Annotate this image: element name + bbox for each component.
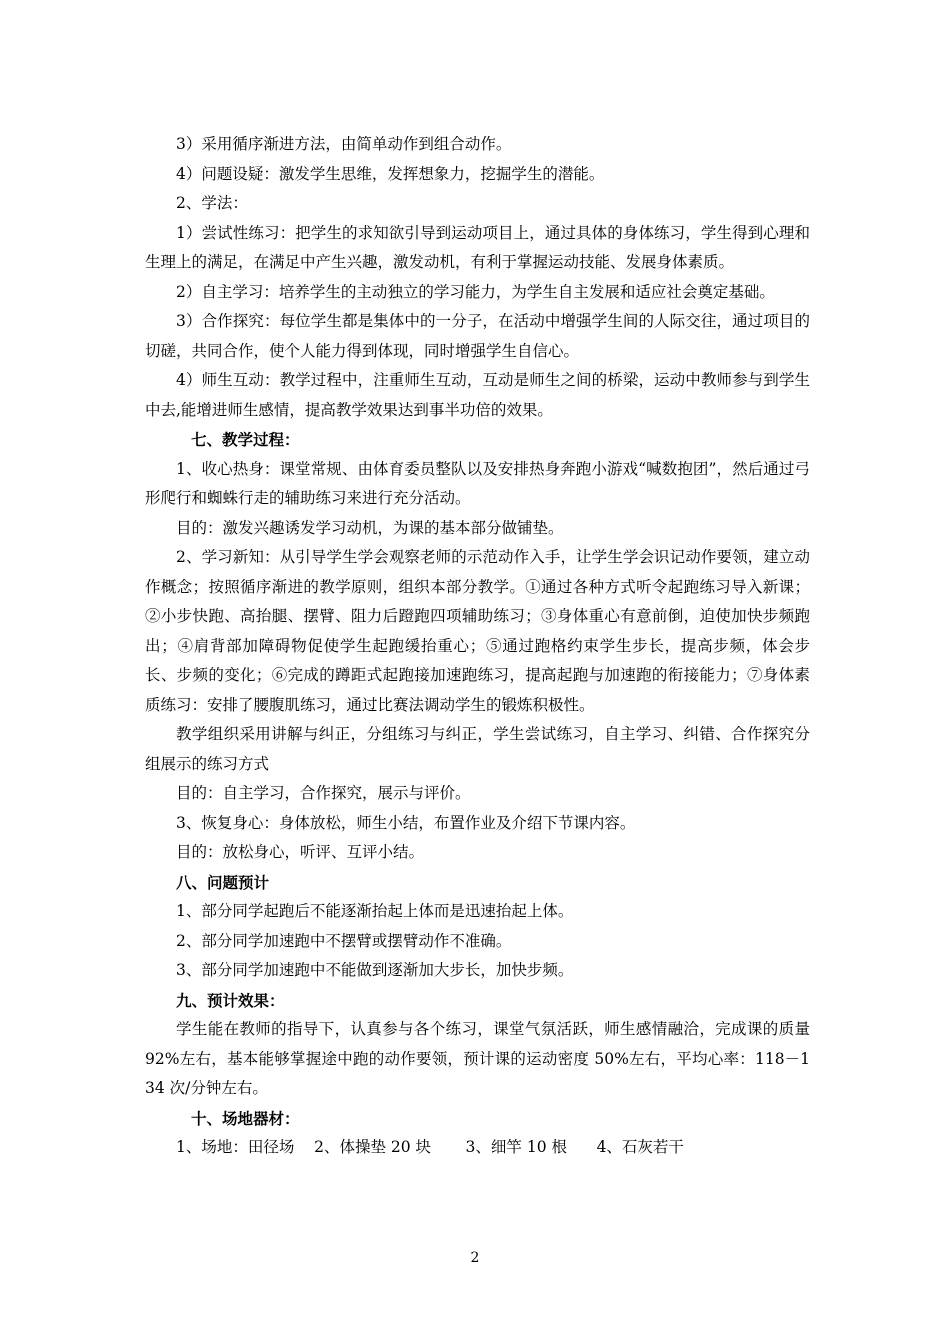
paragraph-warmup: 1、收心热身：课堂常规、由体育委员整队以及安排热身奔跑小游戏“喊数抱团”，然后通过弓形爬行和蜘蛛行走的辅助练习来进行充分活动。 bbox=[145, 459, 810, 507]
paragraph-recovery-purpose: 目的：放松身心，听评、互评小结。 bbox=[176, 843, 425, 861]
paragraph-study-3: 3）合作探究：每位学生都是集体中的一分子，在活动中增强学生间的人际交往，通过项目的切磋，共同合作，使个人能力得到体现，同时增强学生自信心。 bbox=[145, 312, 810, 360]
section-heading-venue-equipment: 十、场地器材： bbox=[191, 1108, 300, 1128]
section-heading-expected-effect: 九、预计效果： bbox=[176, 990, 285, 1010]
equipment-list bbox=[145, 1133, 810, 1163]
paragraph-new-knowledge: 2、学习新知：从引导学生学会观察老师的示范动作入手，让学生学会识记动作要领，建立动作概念；按照循序渐进的教学原则，组织本部分教学。①通过各种方式听令起跑练习导入新课；②小步快跑、高抬腿、摆臂、阻力后蹬跑四项辅助练习；③身体重心有意前倒，迫使加快步频跑出；④肩背部加障碍物促使学生起跑缓抬重心；⑤通过跑格约束学生步长，提高步频，体会步长、步频的变化；⑥完成的蹲距式起跑接加速跑练习，提高起跑与加速跑的衔接能力；⑦身体素质练习：安排了腰腹肌练习，通过比赛法调动学生的锻炼积极性。 bbox=[145, 548, 810, 714]
paragraph-study-1: 1）尝试性练习：把学生的求知欲引导到运动项目上，通过具体的身体练习，学生得到心理和生理上的满足，在满足中产生兴趣，激发动机，有利于掌握运动技能、发展身体素质。 bbox=[145, 223, 810, 271]
paragraph-organization: 教学组织采用讲解与纠正，分组练习与纠正，学生尝试练习，自主学习、纠错、合作探究分组展示的练习方式 bbox=[145, 725, 810, 773]
equipment-item-mats: 2、体操垫 20 块 bbox=[314, 1138, 432, 1156]
paragraph-expected-effect: 学生能在教师的指导下，认真参与各个练习，课堂气氛活跃，师生感情融洽，完成课的质量 92%左右，基本能够掌握途中跑的动作要领，预计课的运动密度 50%左右，平均心率：118－134 次/分钟左右。 bbox=[145, 1020, 810, 1097]
paragraph-method-3: 3）采用循序渐进方法，由简单动作到组合动作。 bbox=[176, 135, 512, 153]
paragraph-problem-3: 3、部分同学加速跑中不能做到逐渐加大步长，加快步频。 bbox=[176, 961, 574, 979]
subheading-study-method: 2、学法： bbox=[176, 194, 248, 212]
page-number: 2 bbox=[470, 1250, 480, 1266]
paragraph-problem-1: 1、部分同学起跑后不能逐渐抬起上体而是迅速抬起上体。 bbox=[176, 902, 574, 920]
equipment-item-poles: 3、细竿 10 根 bbox=[465, 1138, 567, 1156]
equipment-item-venue: 1、场地：田径场 bbox=[176, 1138, 295, 1156]
paragraph-recovery: 3、恢复身心：身体放松，师生小结，布置作业及介绍下节课内容。 bbox=[176, 813, 636, 832]
paragraph-method-4: 4）问题设疑：激发学生思维，发挥想象力，挖掘学生的潜能。 bbox=[176, 164, 605, 183]
paragraph-problem-2: 2、部分同学加速跑中不摆臂或摆臂动作不准确。 bbox=[176, 931, 512, 950]
page-body bbox=[145, 130, 810, 1163]
paragraph-organization-purpose: 目的：自主学习，合作探究，展示与评价。 bbox=[176, 784, 471, 802]
paragraph-study-2: 2）自主学习：培养学生的主动独立的学习能力，为学生自主发展和适应社会奠定基础。 bbox=[176, 282, 775, 301]
section-heading-teaching-process: 七、教学过程： bbox=[191, 430, 300, 449]
section-heading-problem-forecast: 八、问题预计 bbox=[176, 872, 270, 892]
equipment-item-lime: 4、石灰若干 bbox=[596, 1138, 684, 1156]
paragraph-study-4: 4）师生互动：教学过程中，注重师生互动，互动是师生之间的桥梁，运动中教师参与到学生中去,能增进师生感情，提高教学效果达到事半功倍的效果。 bbox=[145, 371, 810, 419]
paragraph-warmup-purpose: 目的：激发兴趣诱发学习动机，为课的基本部分做铺垫。 bbox=[176, 518, 564, 537]
